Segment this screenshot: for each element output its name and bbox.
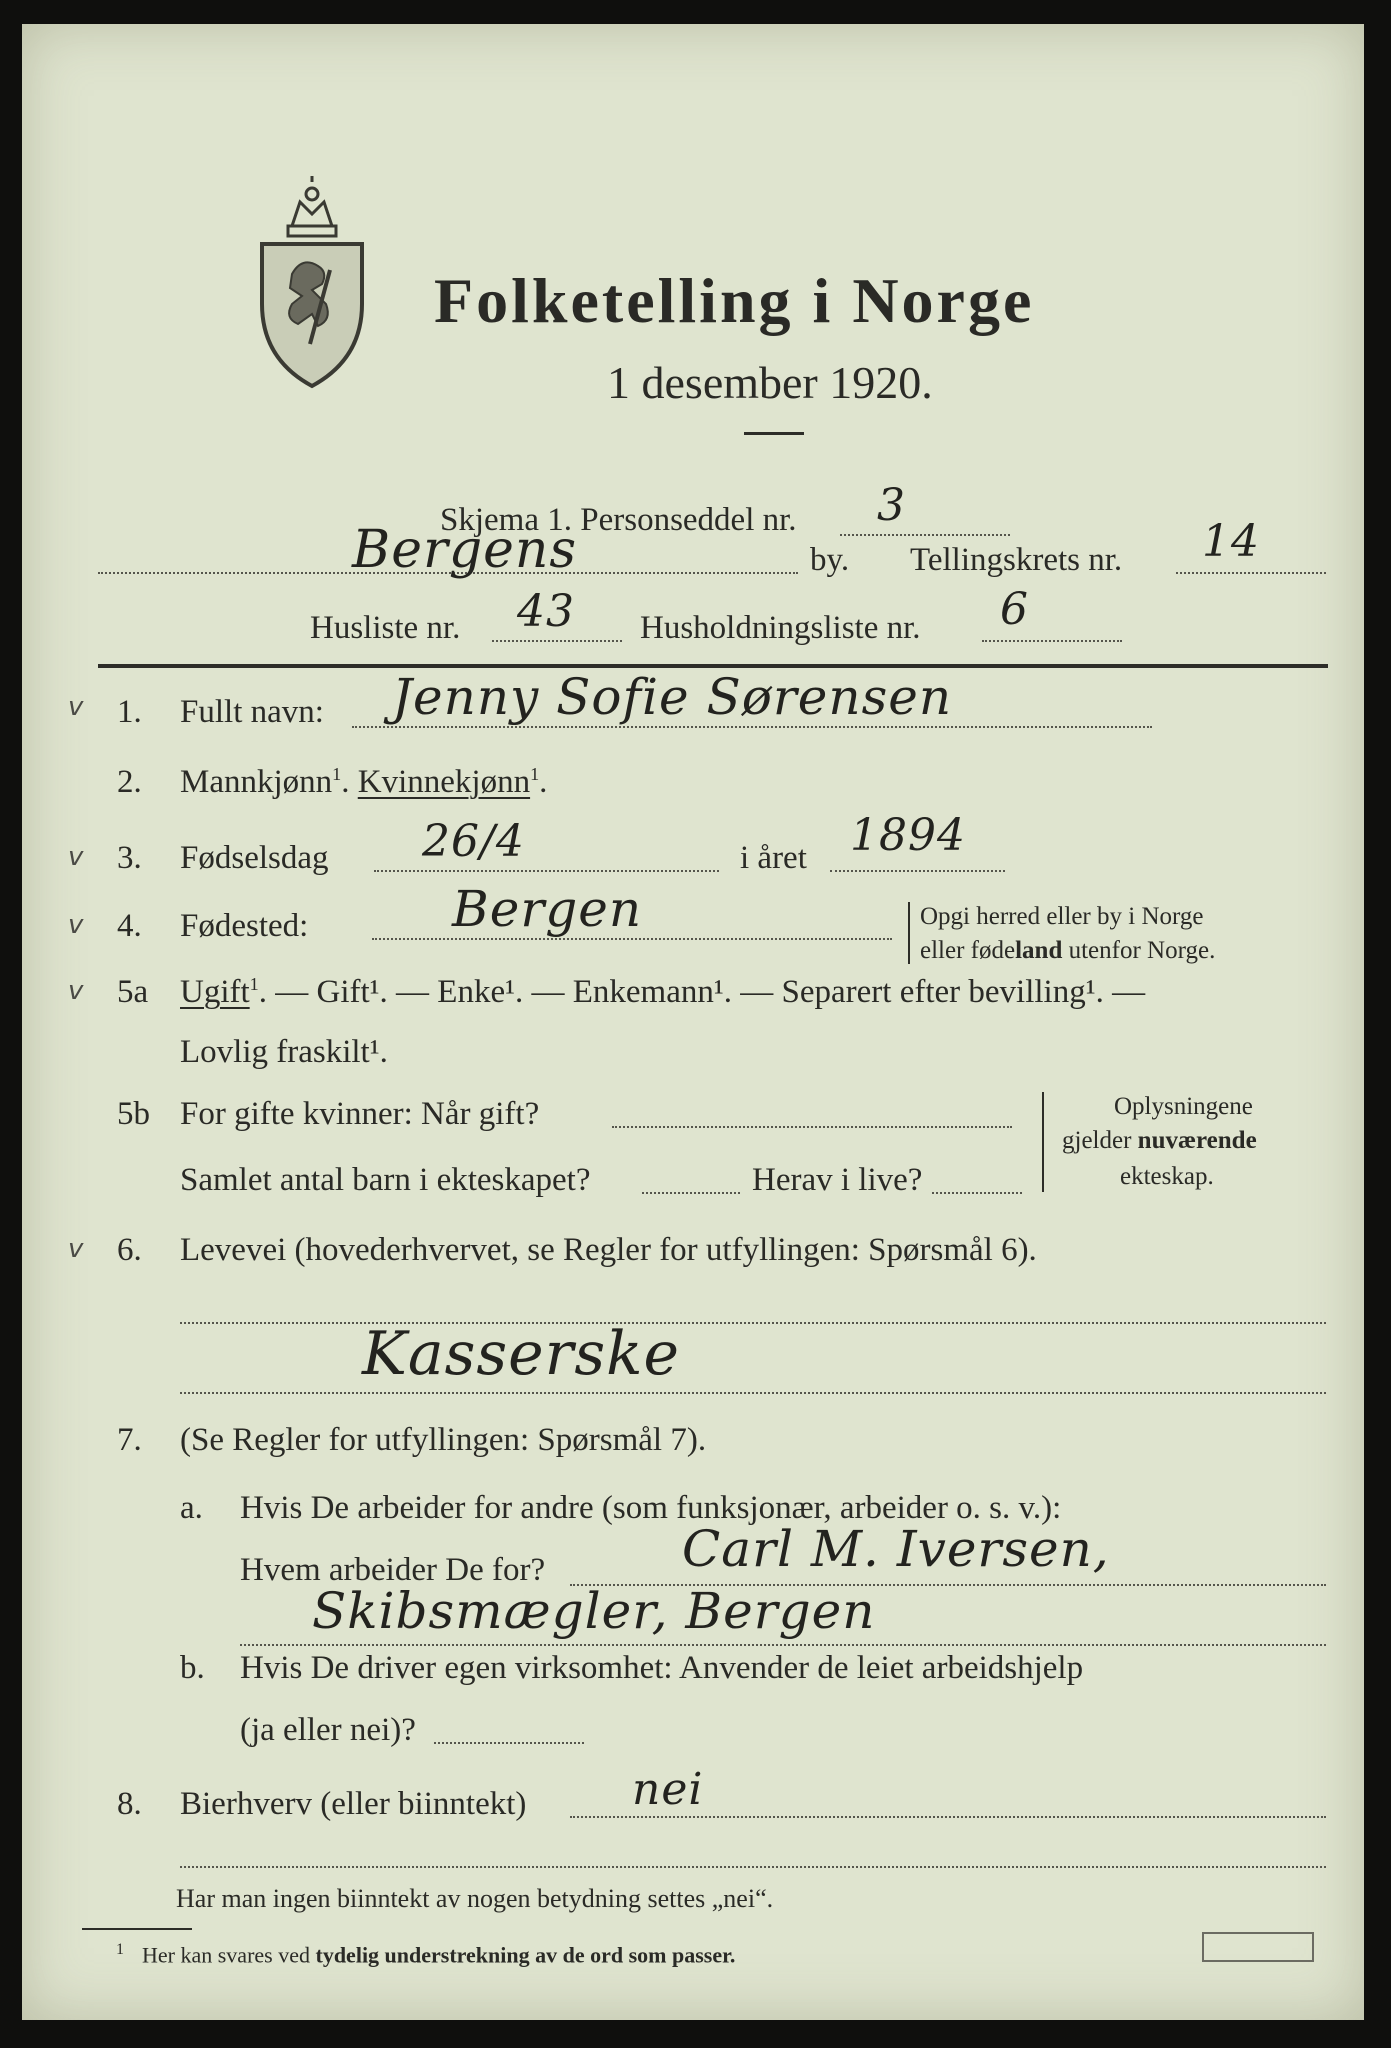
q8-line2 bbox=[180, 1866, 1326, 1868]
tellingskrets-label: Tellingskrets nr. bbox=[910, 542, 1123, 578]
q4-note-bracket bbox=[908, 902, 910, 964]
q5a-line2: Lovlig fraskilt¹. bbox=[180, 1034, 388, 1070]
q5b-note-line1: Oplysningene bbox=[1114, 1093, 1253, 1120]
q5a-unmarried-underlined: Ugift bbox=[180, 974, 250, 1010]
printer-stamp bbox=[1202, 1932, 1314, 1962]
q8-line bbox=[570, 1816, 1326, 1818]
form-title: Folketelling i Norge bbox=[434, 265, 1035, 336]
q4-line bbox=[372, 938, 892, 940]
husholdningsliste-line bbox=[982, 640, 1122, 642]
q2-female-underlined: Kvinnekjønn bbox=[357, 764, 531, 800]
check-mark-q1: v bbox=[68, 692, 84, 722]
q7a-label: Hvis De arbeider for andre (som funksjonær, arbeider o. s. v.): bbox=[240, 1490, 1062, 1526]
check-mark-q3: v bbox=[68, 842, 84, 872]
q3-label: Fødselsdag bbox=[180, 840, 329, 876]
personseddel-number: 3 bbox=[877, 480, 906, 531]
q4-label: Fødested: bbox=[180, 908, 309, 944]
q5b-note-line3: ekteskap. bbox=[1120, 1163, 1214, 1190]
q5b-number: 5b bbox=[117, 1096, 150, 1132]
q3-birth-day: 26/4 bbox=[422, 816, 525, 867]
q5b-children-line bbox=[642, 1192, 740, 1194]
q5b-label: For gifte kvinner: Når gift? bbox=[180, 1096, 540, 1132]
husholdningsliste-label: Husholdningsliste nr. bbox=[640, 610, 921, 646]
q3-number: 3. bbox=[117, 840, 142, 876]
q7b-line bbox=[434, 1742, 584, 1744]
q6-number: 6. bbox=[117, 1232, 142, 1268]
q5b-note-line2 bbox=[1062, 1128, 1257, 1153]
q5b-note-bracket bbox=[1042, 1092, 1044, 1192]
skjema-label: Skjema 1. Personseddel nr. bbox=[440, 502, 797, 538]
husliste-label: Husliste nr. bbox=[310, 610, 461, 646]
title-divider bbox=[744, 432, 804, 435]
q2-options: Mannkjønn$^1$. Kvinnekjønn$^1$. bbox=[180, 764, 548, 800]
check-mark-q5a: v bbox=[68, 976, 84, 1006]
census-form-sheet bbox=[22, 24, 1364, 2020]
q7a-letter: a. bbox=[180, 1490, 203, 1526]
q7a-employer-line2: Skibsmægler, Bergen bbox=[312, 1582, 876, 1640]
q4-birthplace: Bergen bbox=[452, 880, 643, 938]
q5a-number: 5a bbox=[117, 974, 149, 1010]
q6-occupation: Kasserske bbox=[362, 1319, 681, 1389]
q7b-letter: b. bbox=[180, 1650, 205, 1686]
q5b-married-line bbox=[612, 1126, 1012, 1128]
footnote-text-b: tydelig understrekning av de ord som passer. bbox=[315, 1942, 736, 1968]
footnote-mark: 1 bbox=[116, 1941, 124, 1958]
q4-note-2a: eller føde bbox=[920, 937, 1016, 964]
q7a-question: Hvem arbeider De for? bbox=[240, 1552, 546, 1588]
husholdningsliste-number: 6 bbox=[1000, 584, 1029, 635]
q2-sep: . bbox=[341, 764, 350, 800]
q8-value: nei bbox=[632, 1764, 704, 1815]
q1-full-name: Jenny Sofie Sørensen bbox=[392, 668, 953, 726]
q7-number: 7. bbox=[117, 1422, 142, 1458]
q4-note-line2 bbox=[920, 938, 1215, 963]
tellingskrets-line bbox=[1176, 572, 1326, 574]
husliste-line bbox=[492, 640, 622, 642]
q4-number: 4. bbox=[117, 908, 142, 944]
city-value: Bergens bbox=[352, 520, 578, 580]
q3-day-line bbox=[374, 870, 719, 872]
footnote-text-a: Her kan svares ved bbox=[142, 1942, 316, 1968]
q3-year-label: i året bbox=[740, 840, 807, 876]
q5b-note-2b: nuværende bbox=[1137, 1127, 1257, 1154]
q5b-alive-line bbox=[932, 1192, 1022, 1194]
q7a-line2 bbox=[240, 1644, 1326, 1646]
q6-line2 bbox=[180, 1392, 1326, 1394]
q7a-employer-line1: Carl M. Iversen, bbox=[682, 1520, 1110, 1578]
q4-note-line1: Opgi herred eller by i Norge bbox=[920, 903, 1204, 930]
q5a-rest: . — Gift¹. — Enke¹. — Enkemann¹. — Separert efter bevilling¹. — bbox=[258, 974, 1146, 1010]
by-label: by. bbox=[810, 542, 850, 578]
q6-label: Levevei (hovederhvervet, se Regler for utfyllingen: Spørsmål 6). bbox=[180, 1232, 1037, 1268]
q4-note-2b: land bbox=[1015, 937, 1063, 964]
husliste-number: 43 bbox=[517, 586, 575, 637]
tellingskrets-number: 14 bbox=[1202, 516, 1260, 567]
q7-label: (Se Regler for utfyllingen: Spørsmål 7). bbox=[180, 1422, 707, 1458]
q4-note-2c: utenfor Norge. bbox=[1062, 937, 1216, 964]
q5b-note-2a: gjelder bbox=[1062, 1127, 1138, 1154]
q6-line1 bbox=[180, 1322, 1326, 1324]
q7b-label: Hvis De driver egen virksomhet: Anvender de leiet arbeidshjelp bbox=[240, 1650, 1084, 1686]
q5b-children-label: Samlet antal barn i ekteskapet? bbox=[180, 1162, 591, 1198]
q5b-alive-label: Herav i live? bbox=[752, 1162, 923, 1198]
form-date: 1 desember 1920. bbox=[607, 357, 933, 408]
q2-number: 2. bbox=[117, 764, 142, 800]
q5a-options: Ugift$^1$. — Gift¹. — Enke¹. — Enkemann¹. — Separert efter bevilling¹. — bbox=[180, 974, 1146, 1010]
q2-end: . bbox=[539, 764, 548, 800]
check-mark-q6: v bbox=[68, 1234, 84, 1264]
q1-label: Fullt navn: bbox=[180, 694, 324, 730]
q8-number: 8. bbox=[117, 1786, 142, 1822]
q7b-question: (ja eller nei)? bbox=[240, 1712, 416, 1748]
norwegian-coat-of-arms-icon bbox=[252, 174, 372, 394]
q8-label: Bierhverv (eller biinntekt) bbox=[180, 1786, 527, 1822]
personseddel-line bbox=[840, 534, 1010, 536]
q1-number: 1. bbox=[117, 694, 142, 730]
footnote bbox=[116, 1942, 735, 1966]
q2-male: Mannkjønn bbox=[180, 764, 333, 800]
q3-birth-year: 1894 bbox=[850, 810, 966, 861]
check-mark-q4: v bbox=[68, 910, 84, 940]
q3-year-line bbox=[830, 870, 1005, 872]
footer-note: Har man ingen biinntekt av nogen betydning settes „nei“. bbox=[176, 1884, 774, 1913]
footnote-rule bbox=[82, 1928, 192, 1930]
q1-line bbox=[352, 726, 1152, 728]
